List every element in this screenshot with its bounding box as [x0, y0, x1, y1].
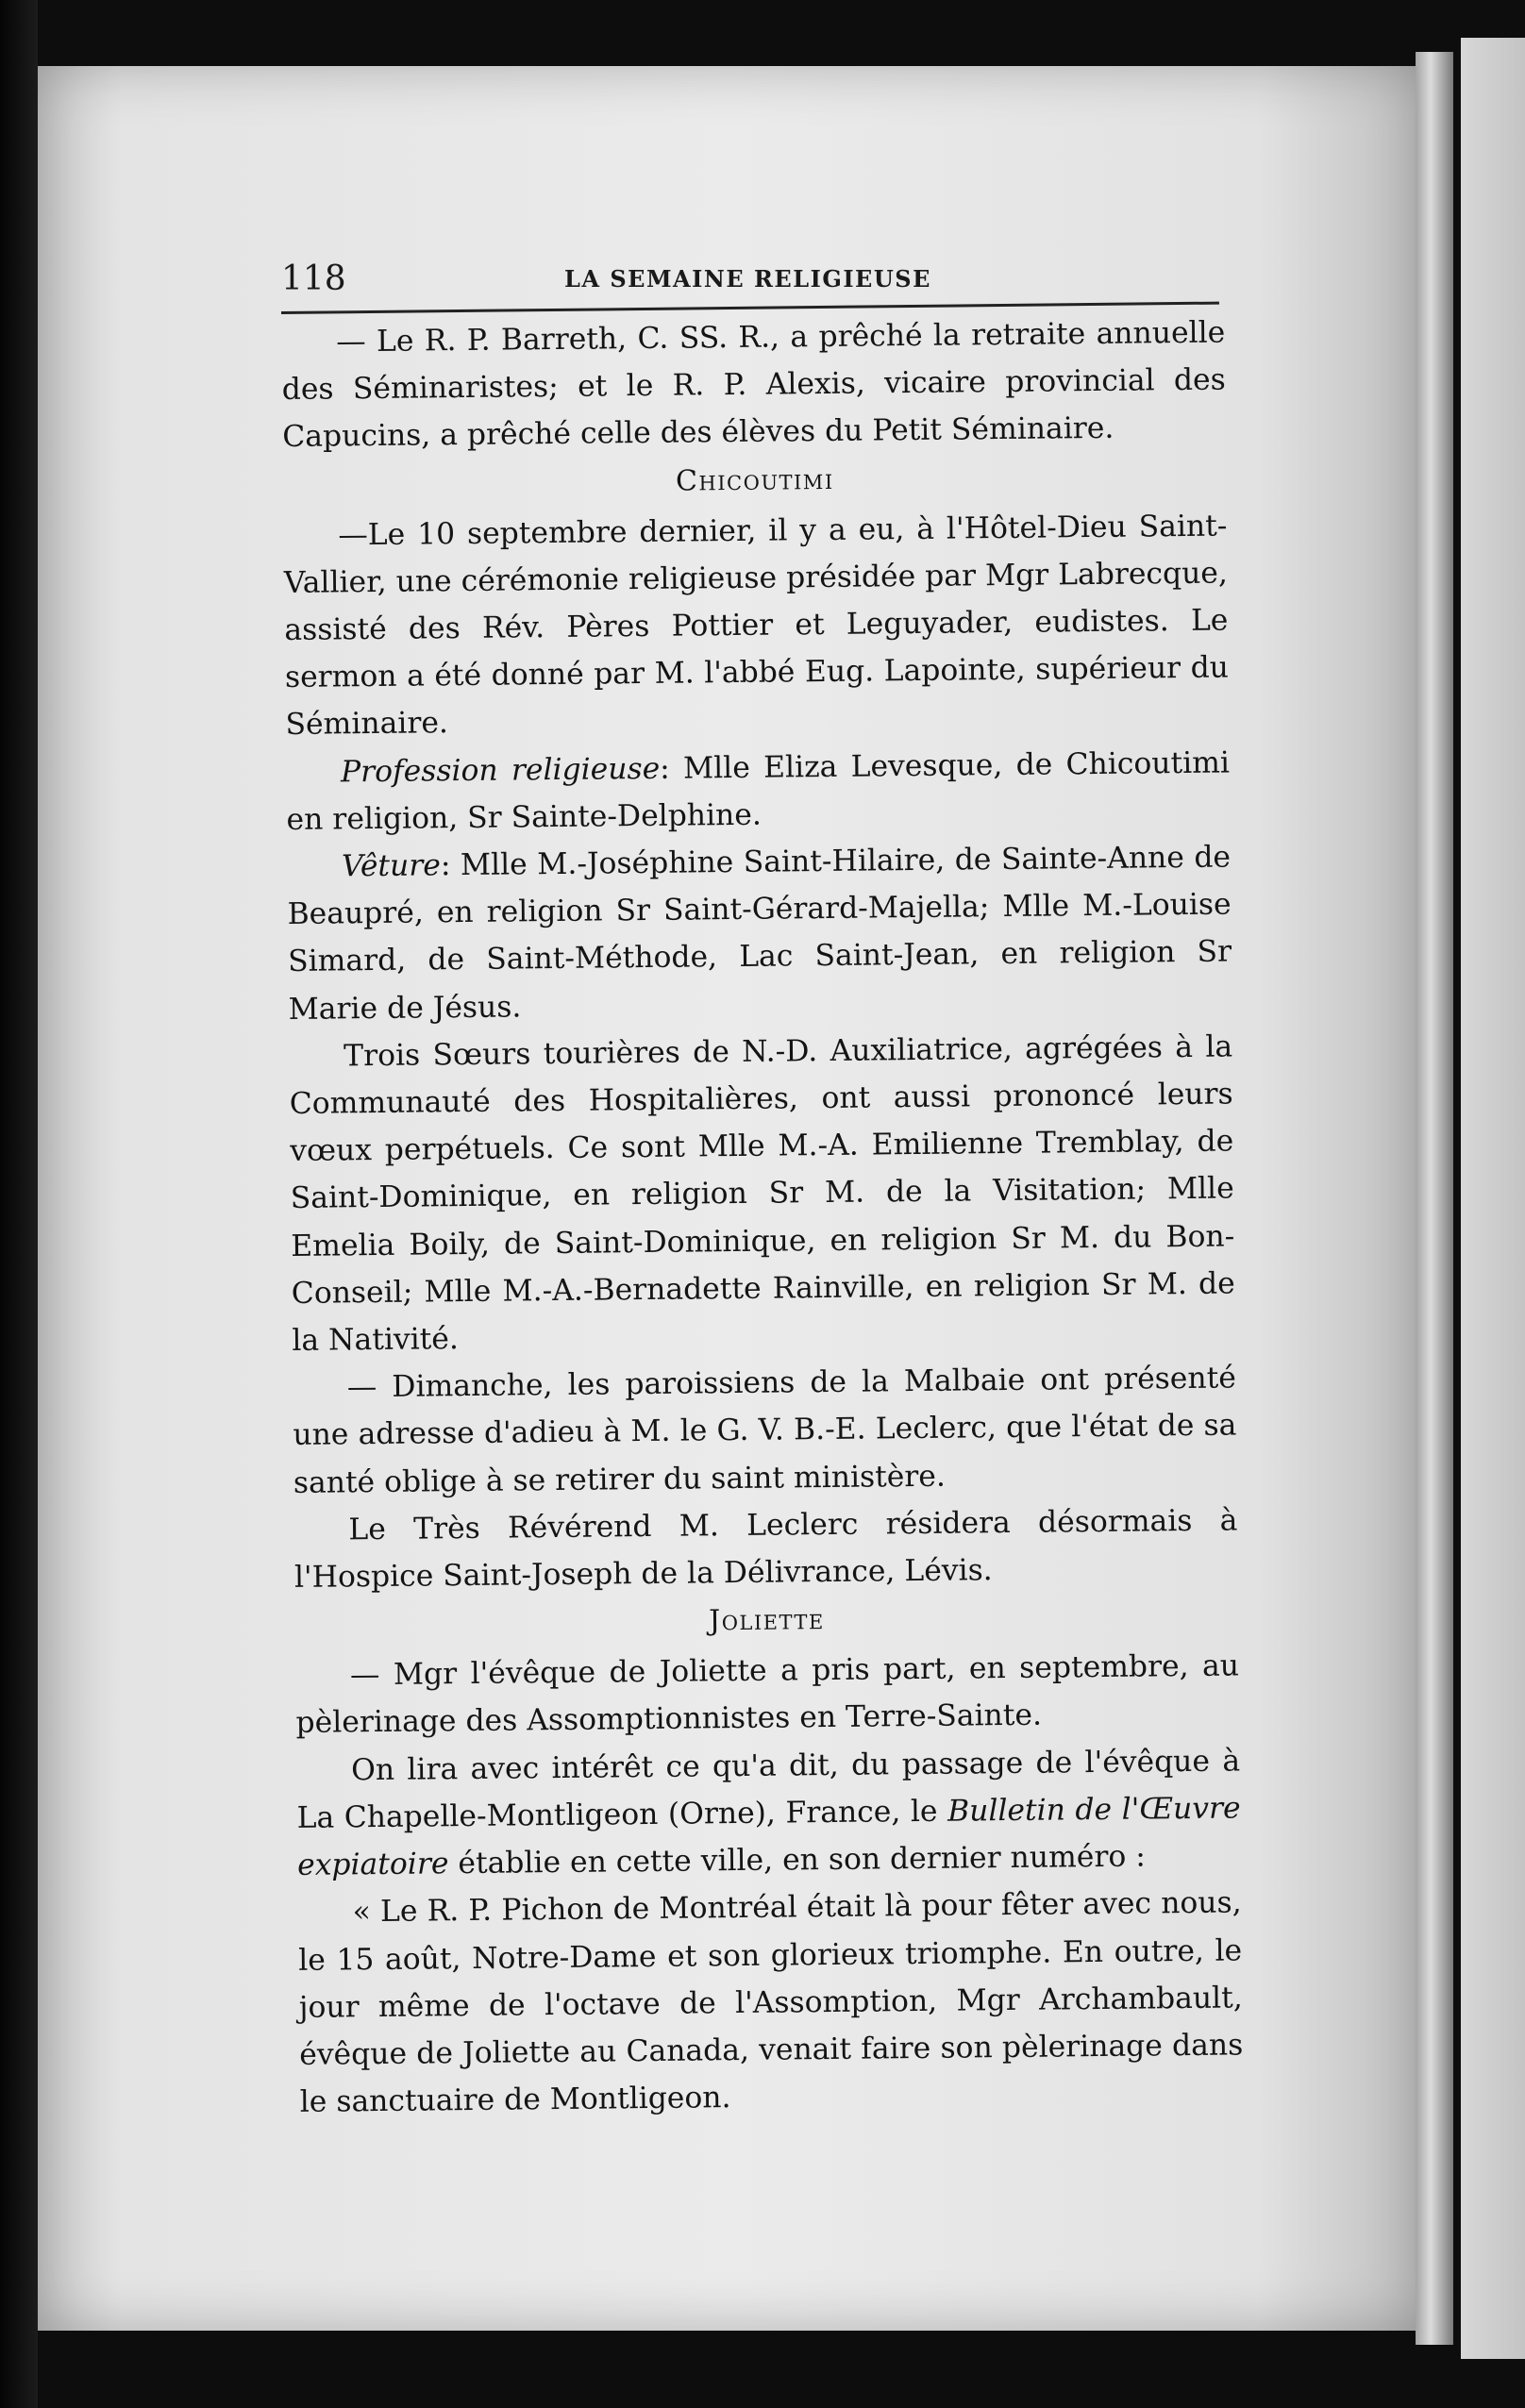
profession-text: : Mlle Eliza Levesque, de Chicoutimi en religion, Sr Sainte-Delphine.	[286, 745, 1231, 837]
paragraph-hotel-dieu: —Le 10 septembre dernier, il y a eu, à l'Hôtel-Dieu Saint-Vallier, une cérémonie religieuse présidée par Mgr Labrecque, assisté des Rév. Pères Pottier et Leguyader, eudistes. Le sermon a été donné par M. l'abbé Eug. Lapointe, supérieur du Séminaire.	[283, 509, 1230, 743]
paragraph-leclerc: Le Très Révérend M. Leclerc résidera désormais à l'Hospice Saint-Joseph de la Délivrance, Lévis.	[293, 1503, 1238, 1596]
running-title: LA SEMAINE RELIGIEUSE	[564, 265, 931, 293]
bulletin-title: Bulletin de l'Œuvre expiatoire	[296, 1791, 1241, 1883]
veture-label: Vêture	[341, 848, 442, 884]
profession-label: Profession religieuse	[340, 751, 661, 789]
paragraph-profession	[286, 739, 1231, 844]
bulletin-text-before: On lira avec intérêt ce qu'a dit, du passage de l'évêque à La Chapelle-Montligeon (Orne), France, le	[296, 1744, 1241, 1835]
page-gutter	[1416, 52, 1453, 2345]
paragraph-bulletin	[296, 1737, 1242, 1889]
page-number: 118	[281, 259, 346, 298]
paragraph-veture	[287, 834, 1232, 1033]
paragraph-barreth: — Le R. P. Barreth, C. SS. R., a prêché la retraite annuelle des Séminaristes; et le R. P. Alexis, vicaire provincial des Capucins, a prêché celle des élèves du Petit Séminaire.	[281, 315, 1226, 455]
bulletin-text-after: établie en cette ville, en son dernier numéro :	[448, 1839, 1146, 1881]
paragraph-malbaie: — Dimanche, les paroissiens de la Malbaie ont présenté une adresse d'adieu à M. le G. V. B.-E. Leclerc, que l'état de sa santé oblige à se retirer du saint ministère.	[293, 1361, 1237, 1500]
adjacent-page-edge	[1461, 38, 1525, 2359]
page-text	[281, 309, 1244, 2127]
running-header	[281, 259, 1219, 303]
section-heading-joliette: Joliette	[709, 1603, 825, 1638]
film-edge-left	[0, 0, 38, 2408]
paragraph-pelerinage: — Mgr l'évêque de Joliette a pris part, en septembre, au pèlerinage des Assomptionnistes en Terre-Sainte.	[295, 1648, 1240, 1741]
veture-text: : Mlle M.-Joséphine Saint-Hilaire, de Sainte-Anne de Beaupré, en religion Sr Saint-Gérard-Majella; Mlle M.-Louise Simard, de Saint-Méthode, Lac Saint-Jean, en religion Sr Marie de Jésus.	[287, 840, 1232, 1027]
section-heading-chicoutimi: Chicoutimi	[675, 462, 834, 498]
paragraph-soeurs-tourieres: Trois Sœurs tourières de N.-D. Auxiliatrice, agrégées à la Communauté des Hospitalières, ont aussi prononcé leurs vœux perpétuels. Ce sont Mlle M.-A. Emilienne Tremblay, de Saint-Dominique, en religion Sr M. de la Visitation; Mlle Emelia Boily, de Saint-Dominique, en religion Sr M. du Bon-Conseil; Mlle M.-A.-Bernadette Rainville, en religion Sr M. de la Nativité.	[289, 1029, 1235, 1359]
paragraph-quotation: « Le R. P. Pichon de Montréal était là pour fêter avec nous, le 15 août, Notre-Dame et son glorieux triomphe. En outre, le jour même de l'octave de l'Assomption, Mgr Archambault, évêque de Joliette au Canada, venait faire son pèlerinage dans le sanctuaire de Montligeon.	[298, 1885, 1244, 2120]
